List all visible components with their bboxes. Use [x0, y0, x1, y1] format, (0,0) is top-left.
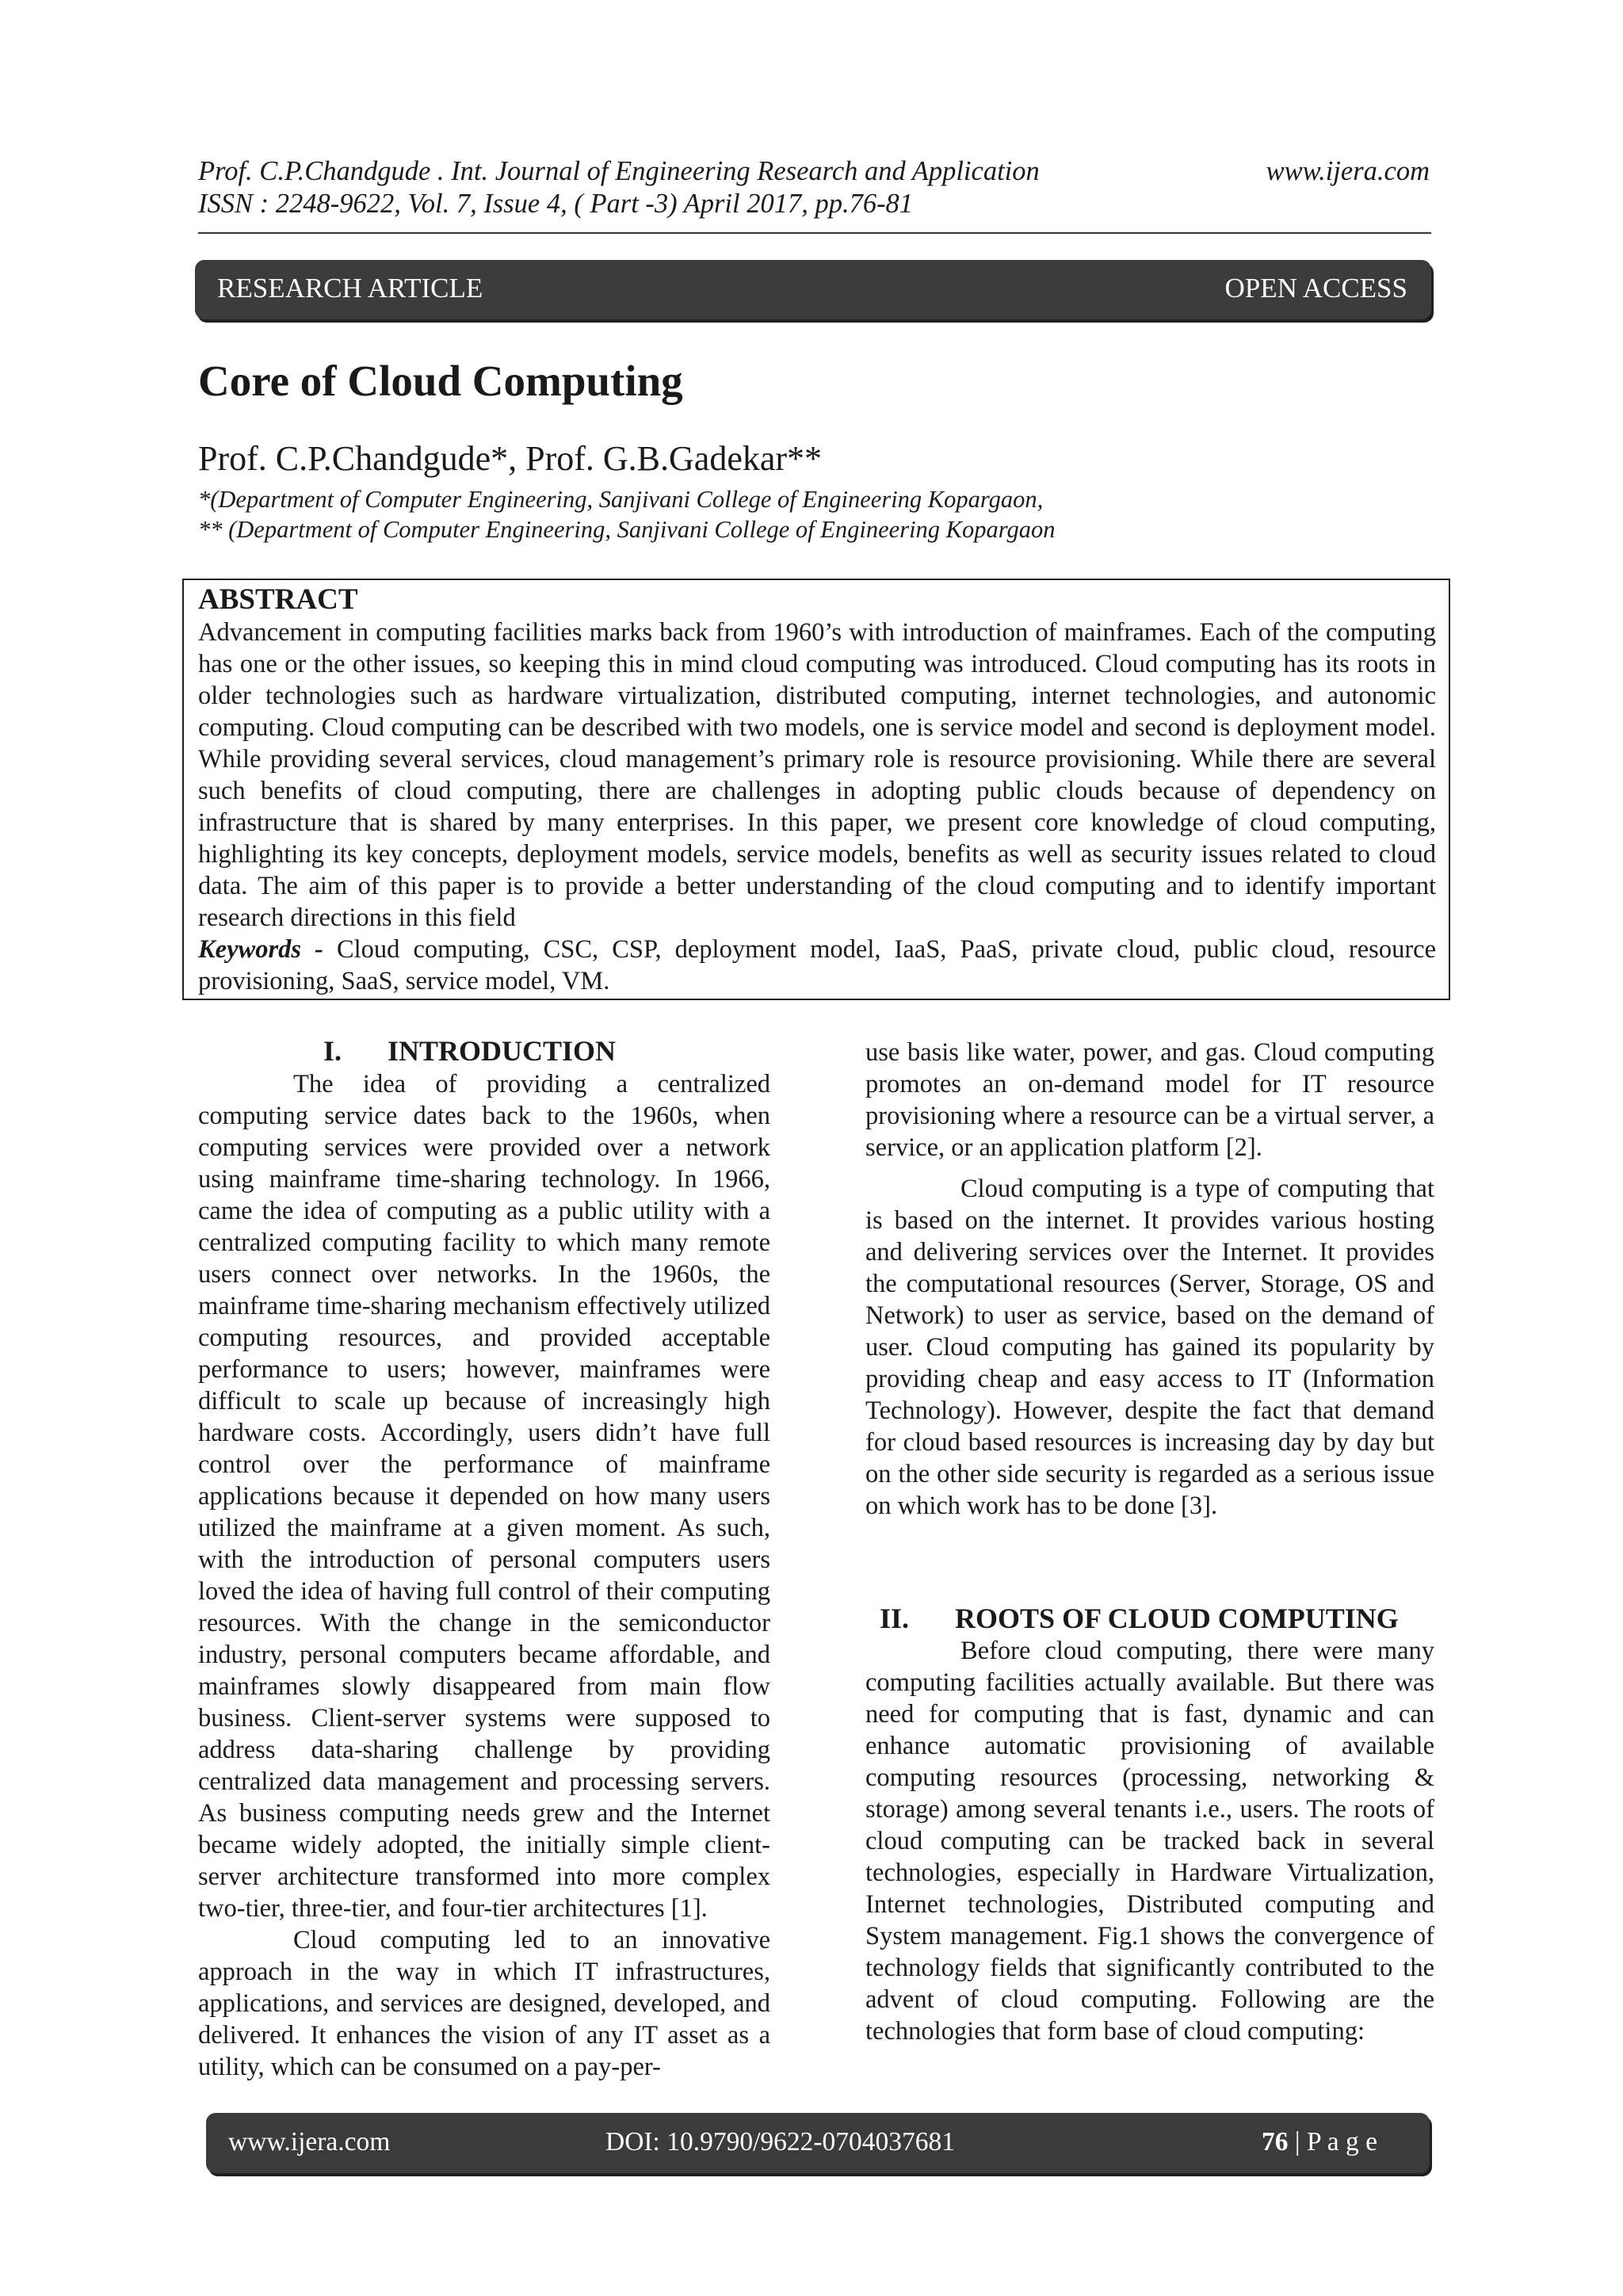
paper-title: Core of Cloud Computing — [198, 357, 683, 405]
keywords-label: Keywords - — [198, 935, 323, 964]
page-number: 76 — [1262, 2127, 1289, 2157]
paper-authors: Prof. C.P.Chandgude*, Prof. G.B.Gadekar** — [198, 439, 823, 478]
abstract-text: Advancement in computing facilities marks back from 1960’s with introduction of mainframes. Each of the computing has one or the other issues, so keeping this in mind cloud computing was introduced. Cloud computing has its roots in older technologies such as hardware virtualization, distributed computing, internet technologies, and autonomic computing. Cloud computing can be described with two models, one is service model and second is deployment model. While providing several services, cloud management’s primary role is resource provisioning. While there are several such benefits of cloud computing, there are challenges in adopting public clouds because of dependency on infrastructure that is shared by many enterprises. In this paper, we present core knowledge of cloud computing, highlighting its key concepts, deployment models, service models, benefits as well as security issues related to cloud data. The aim of this paper is to provide a better understanding of the cloud computing and to identify important research directions in this field — [198, 618, 1436, 932]
roots-section-body — [865, 1635, 1434, 2047]
running-header-issn: ISSN : 2248-9622, Vol. 7, Issue 4, ( Part -3) April 2017, pp.76-81 — [198, 189, 914, 219]
running-header-url[interactable]: www.ijera.com — [1266, 156, 1430, 186]
article-type-label: RESEARCH ARTICLE — [217, 273, 483, 304]
keywords-text: Cloud computing, CSC, CSP, deployment model, IaaS, PaaS, private cloud, public cloud, resource provisioning, SaaS, service model, VM. — [198, 935, 1437, 995]
roots-paragraph: Before cloud computing, there were many computing facilities actually available. But there was need for computing that is fast, dynamic and can enhance automatic provisioning of available computing resources (processing, networking & storage) among several tenants i.e., users. The roots of cloud computing can be tracked back in several technologies, especially in Hardware Virtualization, Internet technologies, Distributed computing and System management. Fig.1 shows the convergence of technology fields that significantly contributed to the advent of cloud computing. Following are the technologies that form base of cloud computing: — [865, 1637, 1434, 2046]
intro-paragraph-1: The idea of providing a centralized computing service dates back to the 1960s, when computing services were provided over a network using mainframe time-sharing technology. In 1966, came the idea of computing as a public utility with a centralized computing facility to which many remote users connect over networks. In the 1960s, the mainframe time-sharing mechanism effectively utilized computing resources, and provided acceptable performance to users; however, mainframes were difficult to scale up because of increasingly high hardware costs. Accordingly, users didn’t have full control over the performance of mainframe applications because it depended on how many users utilized the mainframe at a given moment. As such, with the introduction of personal computers users loved the idea of having full control of their computing resources. With the change in the semiconductor industry, personal computers became affordable, and mainframes slowly disappeared from main flow business. Client-server systems were supposed to address data-sharing challenge by providing centralized data management and processing servers. As business computing needs grew and the Internet became widely adopted, the initially simple client-server architecture transformed into more complex two-tier, three-tier, and four-tier architectures [1]. — [198, 1070, 770, 1923]
footer-url[interactable]: www.ijera.com — [228, 2127, 391, 2157]
section-heading-introduction — [323, 1035, 616, 1067]
open-access-label: OPEN ACCESS — [1224, 273, 1407, 304]
section-title: ROOTS OF CLOUD COMPUTING — [955, 1603, 1399, 1634]
section-number: I. — [323, 1035, 342, 1067]
running-header-citation: Prof. C.P.Chandgude . Int. Journal of Engineering Research and Application — [198, 156, 1040, 186]
article-type-banner — [195, 260, 1431, 319]
left-column — [198, 1068, 770, 2083]
intro-paragraph-2-continued: use basis like water, power, and gas. Cloud computing promotes an on-demand model for IT resource provisioning where a resource can be a virtual server, a service, or an application platform [2]. — [865, 1038, 1434, 1162]
page-label: | P a g e — [1288, 2127, 1377, 2157]
section-heading-roots — [880, 1603, 1399, 1634]
section-title: INTRODUCTION — [388, 1035, 617, 1067]
header-divider — [198, 232, 1431, 234]
footer-page-number — [1262, 2127, 1377, 2157]
affiliation-2: ** (Department of Computer Engineering, Sanjivani College of Engineering Kopargaon — [198, 516, 1056, 543]
intro-paragraph-3: Cloud computing is a type of computing that is based on the internet. It provides various hosting and delivering services over the Internet. It provides the computational resources (Server, Storage, OS and Network) to user as service, based on the demand of user. Cloud computing has gained its popularity by providing cheap and easy access to IT (Information Technology). However, despite the fact that demand for cloud based resources is increasing day by day but on the other side security is regarded as a serious issue on which work has to be done [3]. — [865, 1175, 1434, 1520]
right-column — [865, 1037, 1434, 1522]
intro-paragraph-2: Cloud computing led to an innovative approach in the way in which IT infrastructures, applications, and services are designed, developed, and delivered. It enhances the vision of any IT asset as a utility, which can be consumed on a pay-per- — [198, 1926, 770, 2081]
footer-doi[interactable]: DOI: 10.9790/9622-0704037681 — [605, 2127, 956, 2157]
section-number: II. — [880, 1603, 910, 1634]
abstract-body — [198, 617, 1436, 997]
affiliation-1: *(Department of Computer Engineering, Sanjivani College of Engineering Kopargaon, — [198, 486, 1044, 513]
footer-banner — [206, 2113, 1430, 2173]
abstract-heading: ABSTRACT — [198, 583, 358, 616]
